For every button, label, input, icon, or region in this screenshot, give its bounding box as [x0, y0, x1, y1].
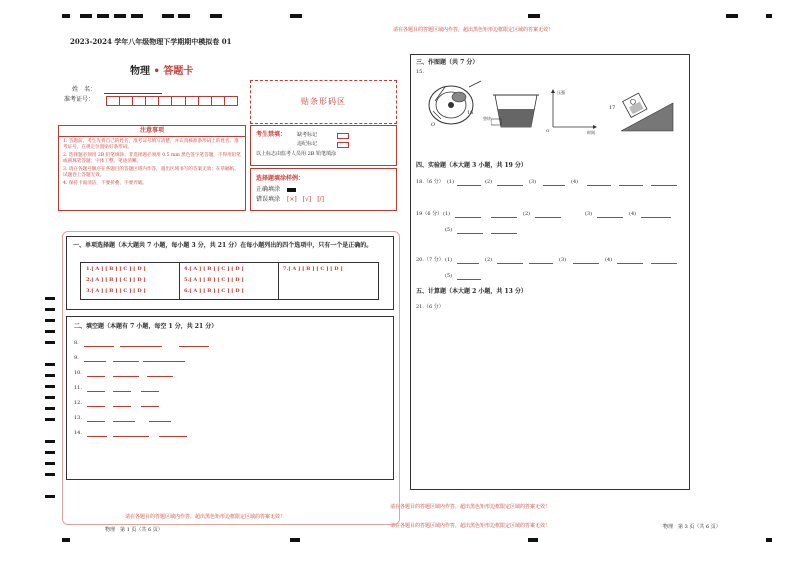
fill-q13: 13.	[74, 415, 82, 421]
notice-item: 2. 选择题必须用 2B 铅笔填涂；非选择题必须用 0.5 mm 黑色签字笔答题，不得用铅笔或圆珠笔答题；字体工整、笔迹清晰。	[63, 153, 241, 164]
timing-mark	[290, 14, 302, 18]
answer-blank[interactable]	[457, 185, 481, 186]
q19-mark-2: (2)	[523, 211, 531, 217]
answer-blank[interactable]	[529, 263, 553, 264]
card-title-subject: 物理	[130, 66, 150, 77]
missing-mark-box[interactable]	[337, 133, 349, 139]
answer-blank[interactable]	[497, 185, 523, 186]
fill-blank[interactable]	[159, 436, 187, 437]
footer-left: 物理 第 1 页（共 6 页）	[105, 527, 163, 533]
wrong-fill-label: 错误填涂	[256, 196, 281, 203]
timing-mark	[62, 14, 70, 18]
section2-title: 二、填空题（本题有 7 小题，每空 1 分，共 21 分）	[74, 323, 218, 330]
timing-mark	[528, 538, 538, 542]
timing-mark	[131, 14, 143, 18]
section4-title: 四、实验题（本大题 3 小题，共 19 分）	[416, 162, 527, 169]
timing-mark	[45, 473, 55, 476]
fill-blank[interactable]	[120, 346, 162, 347]
answer-blank[interactable]	[457, 279, 481, 280]
fill-blank[interactable]	[113, 391, 131, 392]
fill-blank[interactable]	[147, 376, 173, 377]
answer-blank[interactable]	[543, 185, 565, 186]
timing-mark	[45, 363, 55, 366]
missing-mark-label: 缺考标记	[297, 132, 318, 138]
q19-mark-1: (1)	[443, 211, 451, 217]
warning-left-bottom: 请在各题目的答题区域内作答，超出黑色矩形边框限定区域的答案无效！	[125, 514, 286, 520]
graph-time-label: 时间	[587, 130, 595, 135]
graph-origin-label: O	[546, 128, 550, 133]
fill-example-box	[250, 168, 397, 211]
answer-blank[interactable]	[457, 233, 483, 234]
mcq-item-5[interactable]: 5.[ A ] [ B ] [ C ] [ D ]	[184, 277, 244, 283]
card-title	[130, 62, 193, 77]
exam-title: 2023-2024 学年八年级物理下学期期中模拟卷 01	[70, 37, 232, 46]
figure-16-O-label: O	[431, 122, 436, 128]
warning-top: 请在各题目的答题区域内作答，超出黑色矩形边框限定区域的答案无效！	[393, 27, 554, 33]
fill-blank[interactable]	[113, 376, 139, 377]
answer-blank[interactable]	[455, 217, 481, 218]
q20-mark-3: (3)	[559, 257, 567, 263]
candidate-title: 考生禁填：	[256, 131, 287, 138]
mcq-divider	[278, 263, 279, 299]
timing-mark	[45, 451, 55, 454]
ticket-digit-box[interactable]	[159, 96, 172, 106]
timing-mark	[114, 14, 126, 18]
section5-title: 五、计算题（本大题 2 小题，共 13 分）	[416, 288, 527, 295]
timing-mark	[45, 297, 55, 300]
fill-blank[interactable]	[143, 361, 185, 362]
timing-mark	[726, 14, 738, 18]
timing-mark	[45, 374, 55, 377]
answer-blank[interactable]	[597, 217, 623, 218]
section1-title: 一、单项选择题（本大题共 7 小题，每小题 3 分，共 21 分）在每小题列出的四个选项中，只有一个是正确的。	[73, 242, 373, 249]
mcq-item-6[interactable]: 6.[ A ] [ B ] [ C ] [ D ]	[184, 288, 244, 294]
mcq-divider	[179, 263, 180, 299]
answer-blank[interactable]	[491, 233, 517, 234]
mcq-item-4[interactable]: 4.[ A ] [ B ] [ C ] [ D ]	[184, 266, 244, 272]
fill-example-title: 选择题填涂样例：	[256, 175, 305, 182]
barcode-area	[250, 80, 397, 124]
ticket-digit-box[interactable]	[106, 96, 120, 106]
timing-mark	[290, 538, 300, 542]
mcq-item-3[interactable]: 3.[ A ] [ B ] [ C ] [ D ]	[86, 288, 146, 294]
ticket-digit-box[interactable]	[172, 96, 185, 106]
answer-blank[interactable]	[491, 217, 517, 218]
timing-mark	[45, 308, 55, 311]
fill-blank[interactable]	[141, 391, 159, 392]
fill-blank[interactable]	[113, 421, 135, 422]
timing-mark	[45, 418, 55, 421]
answer-blank[interactable]	[651, 263, 677, 264]
notice-box	[58, 125, 246, 211]
ticket-digit-box[interactable]	[199, 96, 212, 106]
timing-mark	[45, 495, 55, 498]
answer-blank[interactable]	[617, 263, 643, 264]
card-title-dot: •	[153, 66, 160, 77]
footer-right: 物理 第 3 页（共 6 页）	[663, 524, 721, 530]
timing-mark	[766, 538, 772, 542]
section1-box	[66, 236, 394, 310]
q18-mark-4: (4)	[571, 179, 579, 185]
ticket-digit-box[interactable]	[186, 96, 199, 106]
answer-blank[interactable]	[641, 217, 671, 218]
notice-item: 3. 请在各题号顺序在各题目的答题区域内作答，超出区域书写的答案无效；在草稿纸、试题卷上答题无效。	[63, 167, 239, 178]
answer-blank[interactable]	[497, 263, 523, 264]
timing-mark	[45, 407, 55, 410]
fill-blank[interactable]	[113, 436, 149, 437]
section2-box	[66, 316, 394, 480]
figure-16-number: 16	[467, 110, 474, 116]
right-answer-frame	[410, 54, 690, 490]
mcq-item-2[interactable]: 2.[ A ] [ B ] [ C ] [ D ]	[86, 277, 146, 283]
correct-fill-label: 正确填涂	[256, 186, 281, 193]
fill-blank[interactable]	[87, 406, 105, 407]
fill-blank[interactable]	[87, 391, 105, 392]
warning-bottom: 请在各题目的答题区域内作答，超出黑色矩形边框限定区域的答案无效！	[390, 523, 551, 529]
graph-pressure-label: 压强	[557, 90, 565, 95]
wrong-fill-marks: [×] [√] [/]	[287, 196, 324, 203]
timing-mark	[45, 385, 55, 388]
timing-mark	[178, 14, 190, 18]
section3-title: 三、作图题（共 7 分）	[416, 59, 479, 66]
fill-q10: 10.	[74, 370, 82, 376]
ticket-label: 准考证号：	[64, 96, 95, 103]
q20-mark-4: (4)	[605, 257, 613, 263]
fill-blank[interactable]	[141, 406, 159, 407]
q20-mark-1: (1)	[445, 257, 453, 263]
name-label: 姓 名：	[72, 86, 97, 93]
correct-fill-sample	[287, 188, 296, 192]
q20-mark-2: (2)	[485, 257, 493, 263]
mcq-grid	[80, 262, 379, 300]
ticket-digit-box[interactable]	[120, 96, 133, 106]
fill-blank[interactable]	[84, 361, 106, 362]
timing-mark	[528, 14, 540, 18]
q19-mark-5: (5)	[445, 227, 453, 233]
q18-mark-3: (3)	[529, 179, 537, 185]
notice-item: 1. 答题前，考生先将自己的姓名，准考证号填写清楚，并认真核准条形码上的姓名、准考证号，在规定位置贴好条形码。	[63, 139, 239, 150]
timing-mark	[210, 14, 222, 18]
timing-mark	[45, 341, 55, 344]
fill-blank[interactable]	[87, 421, 105, 422]
timing-mark	[45, 330, 55, 333]
timing-mark	[45, 319, 55, 322]
timing-mark	[62, 538, 70, 542]
timing-mark	[162, 14, 174, 18]
timing-mark	[97, 14, 109, 18]
timing-mark	[45, 462, 55, 465]
figure-17-incline	[619, 81, 675, 137]
answer-blank[interactable]	[573, 263, 599, 264]
fill-q14: 14.	[74, 430, 82, 436]
notice-item: 4. 保持卡面清洁，不要折叠、不要弄破。	[63, 181, 147, 186]
q15-label: 15.	[416, 69, 424, 75]
ticket-digit-box[interactable]	[146, 96, 159, 106]
warning-mid: 请在各题目的答题区域内作答，超出黑色矩形边框限定区域的答案无效！	[390, 504, 551, 510]
card-title-label: 答题卡	[163, 66, 194, 77]
q19-mark-4: (4)	[629, 211, 637, 217]
answer-blank[interactable]	[457, 263, 479, 264]
fill-q9: 9.	[74, 355, 79, 361]
figure-pad-label: 垫块	[483, 116, 491, 121]
figure-17-number: 17	[609, 105, 616, 111]
mcq-item-7[interactable]: 7.[ A ] [ B ] [ C ] [ D ]	[283, 266, 343, 272]
answer-blank[interactable]	[619, 185, 643, 186]
fill-blank[interactable]	[113, 406, 131, 407]
ticket-digit-box[interactable]	[212, 96, 225, 106]
timing-mark	[45, 440, 55, 443]
candidate-note: 以上标志由监考人员用 2B 铅笔填涂	[256, 151, 337, 157]
notice-title: 注意事项	[59, 126, 245, 137]
fill-q11: 11.	[74, 385, 82, 391]
answer-blank[interactable]	[651, 185, 677, 186]
timing-mark	[80, 14, 92, 18]
q18-label: 18.（6 分）	[416, 179, 444, 185]
q18-mark-2: (2)	[485, 179, 493, 185]
ticket-digit-box[interactable]	[133, 96, 146, 106]
barcode-label: 贴条形码区	[301, 97, 346, 106]
timing-mark	[45, 396, 55, 399]
ticket-digit-box[interactable]	[225, 96, 238, 106]
violation-mark-box[interactable]	[337, 142, 349, 148]
fill-blank[interactable]	[149, 421, 171, 422]
q21-label: 21.（6 分）	[416, 304, 444, 310]
fill-blank[interactable]	[87, 376, 105, 377]
candidate-box	[250, 125, 397, 166]
timing-mark	[766, 14, 772, 18]
q19-mark-3: (3)	[585, 211, 593, 217]
q18-mark-1: (1)	[447, 179, 455, 185]
q19-label: 19（6 分）	[416, 211, 443, 217]
fill-blank[interactable]	[179, 346, 209, 347]
fill-blank[interactable]	[84, 346, 114, 347]
q20-mark-5: (5)	[445, 273, 453, 279]
q20-label: 20.（7 分）	[416, 257, 444, 263]
fill-blank[interactable]	[87, 436, 107, 437]
violation-mark-label: 违纪标记	[297, 141, 318, 147]
name-field[interactable]	[104, 93, 162, 94]
answer-blank[interactable]	[535, 217, 561, 218]
ticket-number-boxes[interactable]	[106, 96, 238, 105]
mcq-item-1[interactable]: 1.[ A ] [ B ] [ C ] [ D ]	[86, 266, 146, 272]
figure-container	[491, 91, 541, 133]
fill-q8: 8.	[74, 340, 79, 346]
answer-blank[interactable]	[587, 185, 611, 186]
fill-blank[interactable]	[113, 361, 139, 362]
fill-q12: 12.	[74, 400, 82, 406]
